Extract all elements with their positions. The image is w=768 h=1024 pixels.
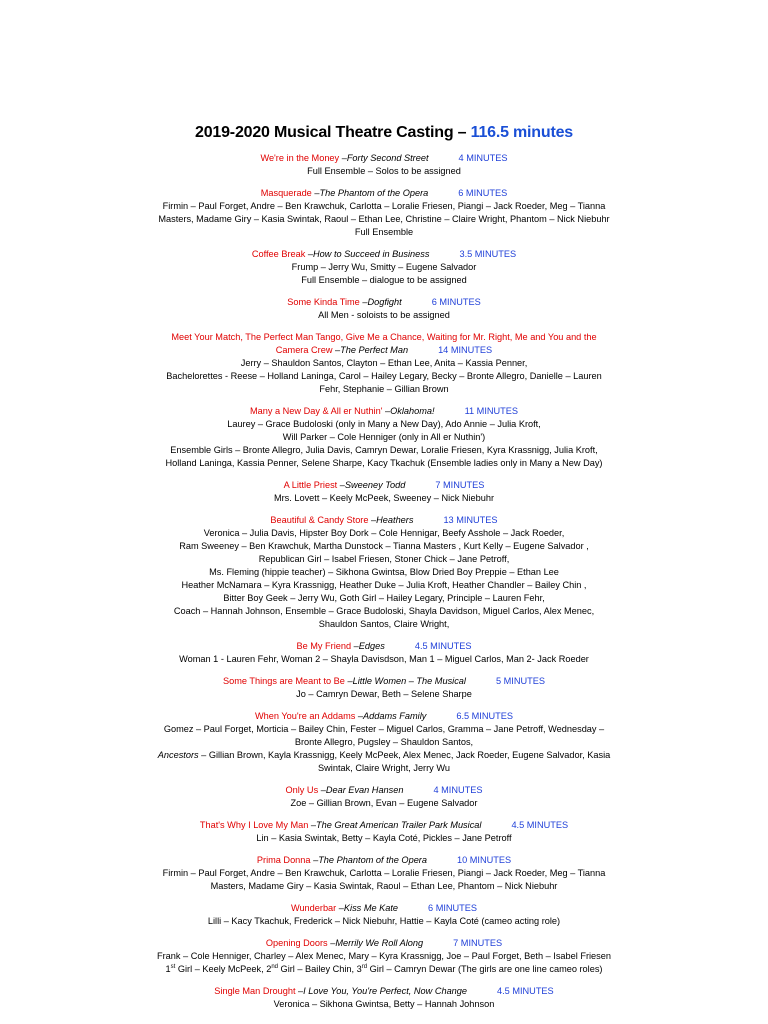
song-name: Only Us: [285, 785, 319, 795]
separator-dash: –: [336, 903, 344, 913]
separator-dash: –: [305, 249, 314, 259]
song-duration: 7 MINUTES: [453, 938, 503, 948]
song-name: When You're an Addams: [255, 711, 356, 721]
song-name: Many a New Day & All er Nuthin': [249, 406, 383, 416]
song-duration: 13 MINUTES: [443, 515, 498, 525]
song-heading: [0, 675, 768, 688]
song-heading: [0, 187, 768, 200]
song-heading: [0, 479, 768, 492]
cast-line: Ensemble Girls – Bronte Allegro, Julia Davis, Camryn Dewar, Loralie Friesen, Kyra Krassnigg, Julia Kroft,: [170, 445, 598, 455]
song-heading: [0, 248, 768, 261]
separator-dash: –: [308, 820, 317, 830]
song-list: [0, 152, 768, 1011]
cast-line: Will Parker – Cole Henniger (only in All er Nuthin'): [282, 432, 486, 442]
song-heading: [0, 937, 768, 950]
song-name: Beautiful & Candy Store: [270, 515, 369, 525]
cast-line: Republican Girl – Isabel Friesen, Stoner Chick – Jane Petroff,: [258, 554, 510, 564]
cast-line-ancestors: [0, 749, 768, 762]
song-block: [0, 675, 768, 701]
cast-line: Woman 1 - Lauren Fehr, Woman 2 – Shayla Davisdson, Man 1 – Miguel Carlos, Man 2- Jack Roeder: [179, 654, 589, 664]
song-heading: [0, 819, 768, 832]
song-heading: [0, 854, 768, 867]
separator-dash: –: [368, 515, 377, 525]
song-block: [0, 937, 768, 976]
show-title: Little Women – The Musical: [352, 676, 466, 686]
song-block: [0, 985, 768, 1011]
cast-line: Frump – Jerry Wu, Smitty – Eugene Salvador: [291, 262, 477, 272]
cast-line: Full Ensemble – Solos to be assigned: [307, 166, 461, 176]
song-name: Some Kinda Time: [287, 297, 360, 307]
song-block: [0, 854, 768, 893]
song-duration: 7 MINUTES: [435, 480, 485, 490]
separator-dash: –: [344, 676, 353, 686]
song-heading: [0, 985, 768, 998]
show-title: Heathers: [376, 515, 414, 525]
ordinal-suffix: nd: [271, 963, 278, 970]
separator-dash: –: [311, 188, 320, 198]
cast-line: Bachelorettes - Reese – Holland Laninga, Carol – Hailey Legary, Becky – Bronte Allegro, Danielle – Lauren: [166, 371, 602, 381]
song-block: [0, 784, 768, 810]
cast-line: Holland Laninga, Kassia Penner, Selene Sharpe, Kacy Tkachuk (Ensemble ladies only in Many a New Day): [165, 458, 603, 468]
separator-dash: –: [359, 297, 368, 307]
ancestors-label: Ancestors: [157, 750, 199, 760]
cast-line: Firmin – Paul Forget, Andre – Ben Krawchuk, Carlotta – Loralie Friesen, Piangi – Jack Roeder, Meg – Tianna: [162, 201, 606, 211]
song-block: [0, 514, 768, 631]
song-duration: 10 MINUTES: [456, 855, 512, 865]
separator-dash: –: [295, 986, 304, 996]
cast-line: Frank – Cole Henniger, Charley – Alex Menec, Mary – Kyra Krassnigg, Joe – Paul Forget, Beth – Isabel Friesen: [157, 951, 611, 961]
cast-line: Full Ensemble – dialogue to be assigned: [301, 275, 467, 285]
cast-line: Jerry – Shauldon Santos, Clayton – Ethan Lee, Anita – Kassia Penner,: [240, 358, 528, 368]
song-name: A Little Priest: [283, 480, 338, 490]
song-block: [0, 819, 768, 845]
song-name: We're in the Money: [260, 153, 340, 163]
song-name: Single Man Drought: [214, 986, 296, 996]
separator-dash: –: [327, 938, 336, 948]
cast-line: Mrs. Lovett – Keely McPeek, Sweeney – Nick Niebuhr: [273, 493, 495, 503]
cast-line: Laurey – Grace Budoloski (only in Many a New Day), Ado Annie – Julia Kroft,: [227, 419, 541, 429]
song-list-line: Meet Your Match, The Perfect Man Tango, Give Me a Chance, Waiting for Mr. Right, Me and You and the: [171, 332, 597, 342]
show-title: I Love You, You're Perfect, Now Change: [303, 986, 468, 996]
song-block: [0, 640, 768, 666]
cast-line: Masters, Madame Giry – Kasia Swintak, Raoul – Ethan Lee, Phantom – Nick Niebuhr: [210, 881, 558, 891]
separator-dash: –: [355, 711, 364, 721]
song-heading: [0, 152, 768, 165]
show-title: Sweeney Todd: [344, 480, 406, 490]
show-title: Oklahoma!: [390, 406, 435, 416]
show-title: Addams Family: [363, 711, 427, 721]
cast-line: Swintak, Claire Wright, Jerry Wu: [318, 763, 450, 773]
song-name: Coffee Break: [251, 249, 306, 259]
show-title: How to Succeed in Business: [313, 249, 430, 259]
song-heading: [0, 902, 768, 915]
song-duration: 6.5 MINUTES: [456, 711, 513, 721]
song-duration: 4 MINUTES: [433, 785, 483, 795]
song-block: [0, 405, 768, 470]
song-heading: [0, 405, 768, 418]
show-title: Kiss Me Kate: [343, 903, 399, 913]
cast-text: Girl – Keely McPeek, 2: [175, 964, 272, 974]
song-name: That's Why I Love My Man: [199, 820, 309, 830]
song-block: [0, 152, 768, 178]
cast-line: Gomez – Paul Forget, Morticia – Bailey Chin, Fester – Miguel Carlos, Gramma – Jane Petroff, Wednesday –: [163, 724, 605, 734]
song-duration: 14 MINUTES: [438, 345, 493, 355]
song-duration: 6 MINUTES: [428, 903, 478, 913]
song-block: [0, 187, 768, 239]
cast-text: Girl – Bailey Chin, 3: [278, 964, 362, 974]
song-duration: 4.5 MINUTES: [414, 641, 472, 651]
song-heading: [0, 344, 768, 357]
cast-line: Bronte Allegro, Pugsley – Shauldon Santos,: [294, 737, 474, 747]
cast-line: Ram Sweeney – Ben Krawchuk, Martha Dunstock – Tianna Masters , Kurt Kelly – Eugene Salvador ,: [179, 541, 589, 551]
show-title: The Phantom of the Opera: [319, 188, 429, 198]
song-heading: [0, 784, 768, 797]
cast-line: Coach – Hannah Johnson, Ensemble – Grace Budoloski, Shayla Davidson, Miguel Carlos, Alex Menec,: [173, 606, 595, 616]
cast-line: Lin – Kasia Swintak, Betty – Kayla Coté, Pickles – Jane Petroff: [256, 833, 512, 843]
song-name: Some Things are Meant to Be: [223, 676, 345, 686]
cast-line: Veronica – Julia Davis, Hipster Boy Dork – Cole Hennigar, Beefy Asshole – Jack Roeder,: [203, 528, 565, 538]
cast-line: Heather McNamara – Kyra Krassnigg, Heather Duke – Julia Kroft, Heather Chandler – Bailey Chin ,: [181, 580, 587, 590]
song-name: Camera Crew: [275, 345, 333, 355]
show-title: The Phantom of the Opera: [318, 855, 427, 865]
separator-dash: –: [351, 641, 359, 651]
song-duration: 4.5 MINUTES: [511, 820, 569, 830]
title-total-minutes: 116.5 minutes: [470, 124, 573, 141]
song-block: [0, 248, 768, 287]
ordinal-suffix: rd: [361, 963, 368, 970]
song-block: [0, 331, 768, 396]
song-block: [0, 296, 768, 322]
cast-line: Veronica – Sikhona Gwintsa, Betty – Hannah Johnson: [273, 999, 495, 1009]
separator-dash: –: [382, 406, 391, 416]
show-title: The Great American Trailer Park Musical: [316, 820, 482, 830]
ordinal-suffix: st: [170, 963, 176, 970]
song-duration: 11 MINUTES: [464, 406, 519, 416]
song-duration: 4 MINUTES: [458, 153, 508, 163]
song-duration: 4.5 MINUTES: [497, 986, 554, 996]
page-title: [0, 124, 768, 142]
show-title: Edges: [358, 641, 385, 651]
song-block: [0, 479, 768, 505]
cast-line-girls: [0, 963, 768, 976]
ordinal-number: 1: [165, 964, 171, 974]
song-duration: 3.5 MINUTES: [459, 249, 517, 259]
song-heading: [0, 710, 768, 723]
song-duration: 6 MINUTES: [431, 297, 481, 307]
cast-line: Zoe – Gillian Brown, Evan – Eugene Salvador: [290, 798, 478, 808]
show-title: The Perfect Man: [340, 345, 409, 355]
ancestors-cast: – Gillian Brown, Kayla Krassnigg, Keely McPeek, Alex Menec, Jack Roeder, Eugene Salvador, Kasia: [198, 750, 611, 760]
cast-line: Lilli – Kacy Tkachuk, Frederick – Nick Niebuhr, Hattie – Kayla Coté (cameo acting role): [207, 916, 561, 926]
separator-dash: –: [310, 855, 319, 865]
song-duration: 6 MINUTES: [458, 188, 508, 198]
title-main: 2019-2020 Musical Theatre Casting –: [195, 124, 471, 141]
separator-dash: –: [318, 785, 326, 795]
song-heading: [0, 296, 768, 309]
cast-line: Jo – Camryn Dewar, Beth – Selene Sharpe: [296, 689, 472, 699]
show-title: Dear Evan Hansen: [325, 785, 404, 795]
song-name: Wunderbar: [290, 903, 337, 913]
cast-line: Firmin – Paul Forget, Andre – Ben Krawchuk, Carlotta – Loralie Friesen, Piangi – Jack Roeder, Meg – Tianna: [162, 868, 606, 878]
song-heading: [0, 514, 768, 527]
separator-dash: –: [339, 153, 347, 163]
song-name: Prima Donna: [256, 855, 311, 865]
show-title: Merrily We Roll Along: [335, 938, 424, 948]
cast-text: Girl – Camryn Dewar (The girls are one line cameo roles): [367, 964, 603, 974]
separator-dash: –: [337, 480, 345, 490]
show-title: Forty Second Street: [346, 153, 429, 163]
cast-line: Bitter Boy Geek – Jerry Wu, Goth Girl – Hailey Legary, Principle – Lauren Fehr,: [223, 593, 545, 603]
cast-line: Full Ensemble: [354, 227, 414, 237]
cast-line: All Men - soloists to be assigned: [318, 310, 450, 320]
song-heading: [0, 640, 768, 653]
song-block: [0, 710, 768, 775]
show-title: Dogfight: [367, 297, 402, 307]
song-block: [0, 902, 768, 928]
song-name: Be My Friend: [296, 641, 352, 651]
song-name: Opening Doors: [265, 938, 328, 948]
separator-dash: –: [332, 345, 341, 355]
cast-line: Fehr, Stephanie – Gillian Brown: [319, 384, 449, 394]
cast-line: Masters, Madame Giry – Kasia Swintak, Raoul – Ethan Lee, Christine – Claire Wright, Phantom – Nick Niebuhr: [158, 214, 610, 224]
song-name: Masquerade: [260, 188, 312, 198]
song-duration: 5 MINUTES: [495, 676, 545, 686]
cast-line: Ms. Fleming (hippie teacher) – Sikhona Gwintsa, Blow Dried Boy Preppie – Ethan Lee: [209, 567, 559, 577]
cast-line: Shauldon Santos, Claire Wright,: [318, 619, 450, 629]
